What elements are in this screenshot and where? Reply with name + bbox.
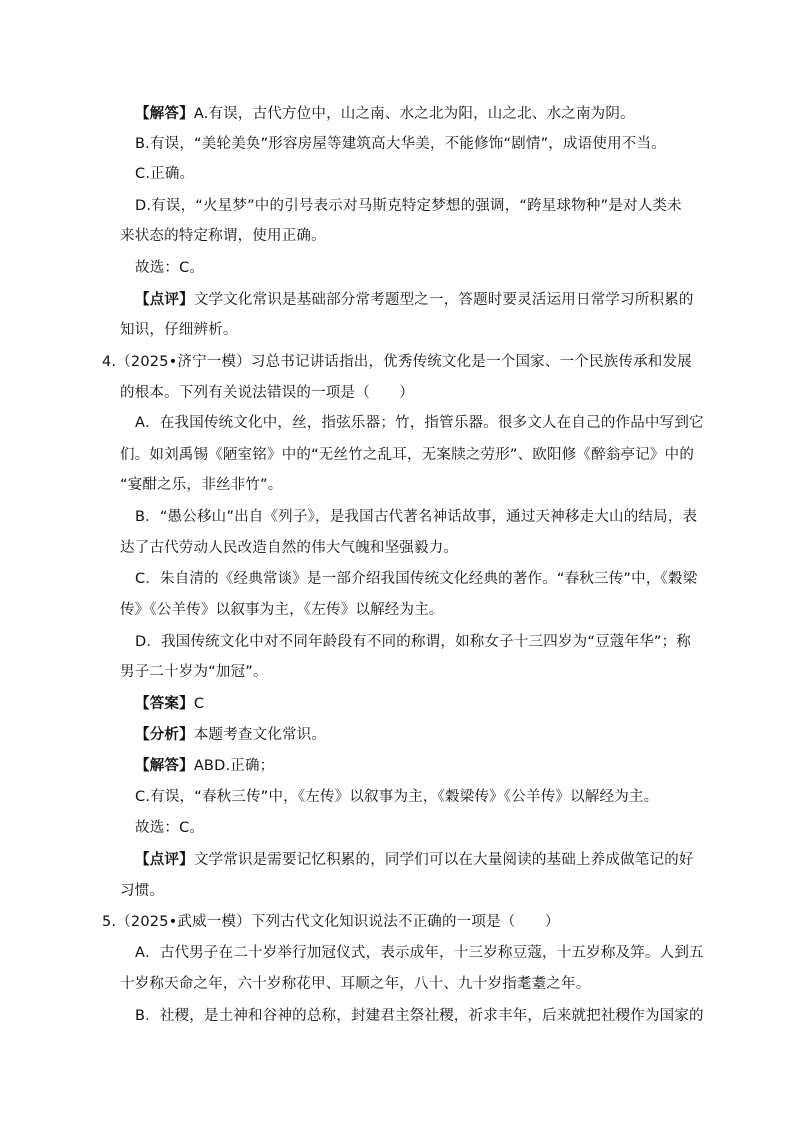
text-line	[120, 320, 238, 340]
line-text: 5.（2025•武威一模）下列古代文化知识说法不正确的一项是（ ）	[102, 914, 560, 930]
line-text: 的根本。下列有关说法错误的一项是（ ）	[120, 385, 414, 401]
line-text: 故选：C。	[135, 260, 205, 276]
line-text: B．“愚公移山”出自《列子》，是我国古代著名神话故事，通过天神移走大山的结局，表	[135, 509, 698, 525]
line-text: C．朱自清的《经典常谈》是一部介绍我国传统文化经典的著作。“春秋三传”中，《穀梁	[135, 571, 698, 587]
line-text: C	[193, 696, 205, 712]
text-line	[135, 164, 194, 184]
line-text: 达了古代劳动人民改造自然的伟大气魄和坚强毅力。	[120, 540, 459, 556]
text-line	[135, 725, 326, 745]
text-line	[120, 600, 444, 620]
text-line	[135, 569, 697, 589]
line-text: C.有误，“春秋三传”中，《左传》以叙事为主，《穀梁传》《公羊传》以解经为主。	[135, 789, 659, 805]
text-line	[135, 694, 204, 714]
text-line	[135, 413, 704, 433]
line-text: 文学文化常识是基础部分常考题型之一，答题时要灵活运用日常学习所积累的	[193, 292, 694, 308]
text-line	[120, 383, 414, 403]
section-tag: 【解答】	[135, 758, 194, 774]
line-text: B.有误，“美轮美奂”形容房屋等建筑高大华美，不能修饰“剧情”，成语使用不当。	[135, 136, 666, 152]
line-text: 们。如刘禹锡《陋室铭》中的“无丝竹之乱耳，无案牍之劳形”、欧阳修《醉翁亭记》中的	[120, 447, 695, 463]
text-line	[135, 507, 697, 527]
line-text: “宴酣之乐，非丝非竹”。	[120, 477, 283, 493]
section-tag: 【点评】	[135, 852, 194, 868]
line-text: 传》《公羊传》以叙事为主，《左传》以解经为主。	[120, 602, 444, 618]
text-line	[120, 538, 458, 558]
line-text: 知识，仔细辨析。	[120, 322, 238, 338]
line-text: 故选：C。	[135, 820, 205, 836]
line-text: D.有误，“火星梦”中的引号表示对马斯克特定梦想的强调，“跨星球物种”是对人类未	[135, 198, 682, 214]
line-text: ABD.正确；	[193, 758, 275, 774]
text-line	[135, 290, 694, 310]
text-line	[135, 104, 635, 124]
text-line	[135, 818, 204, 838]
text-line	[135, 258, 204, 278]
line-text: A．古代男子在二十岁举行加冠仪式，表示成年，十三岁称豆蔻，十五岁称及笄。人到五	[135, 945, 704, 961]
line-text: A．在我国传统文化中，丝，指弦乐器；竹，指管乐器。很多文人在自己的作品中写到它	[135, 415, 704, 431]
line-text: 来状态的特定称谓，使用正确。	[120, 228, 326, 244]
line-text: 男子二十岁为“加冠”。	[120, 664, 268, 680]
section-tag: 【答案】	[135, 696, 194, 712]
text-line	[120, 226, 326, 246]
text-line	[120, 445, 694, 465]
line-text: A.有误，古代方位中，山之南、水之北为阳，山之北、水之南为阴。	[193, 106, 635, 122]
line-text: D．我国传统文化中对不同年龄段有不同的称谓，如称女子十三四岁为“豆蔻年华”；称	[135, 634, 691, 650]
text-line	[135, 850, 694, 870]
text-line	[135, 787, 658, 807]
text-line	[120, 475, 282, 495]
line-text: 文学常识是需要记忆积累的，同学们可以在大量阅读的基础上养成做笔记的好	[193, 852, 694, 868]
text-line	[102, 912, 560, 932]
text-line	[135, 632, 691, 652]
text-line	[135, 196, 682, 216]
line-text: 十岁称天命之年，六十岁称花甲、耳顺之年，八十、九十岁指耄耋之年。	[120, 976, 591, 992]
line-text: 本题考查文化常识。	[193, 727, 327, 743]
text-line	[120, 662, 268, 682]
text-line	[135, 943, 704, 963]
line-text: C.正确。	[135, 166, 195, 182]
section-tag: 【解答】	[135, 106, 194, 122]
section-tag: 【分析】	[135, 727, 194, 743]
text-line	[120, 974, 590, 994]
text-line	[135, 756, 274, 776]
line-text: 习惯。	[120, 883, 165, 899]
text-line	[102, 352, 692, 372]
line-text: B．社稷，是土神和谷神的总称，封建君主祭社稷，祈求丰年，后来就把社稷作为国家的	[135, 1008, 704, 1024]
section-tag: 【点评】	[135, 292, 194, 308]
text-line	[135, 134, 666, 154]
text-line	[135, 1006, 704, 1026]
line-text: 4.（2025•济宁一模）习总书记讲话指出，优秀传统文化是一个国家、一个民族传承和发展	[102, 354, 692, 370]
text-line	[120, 881, 164, 901]
